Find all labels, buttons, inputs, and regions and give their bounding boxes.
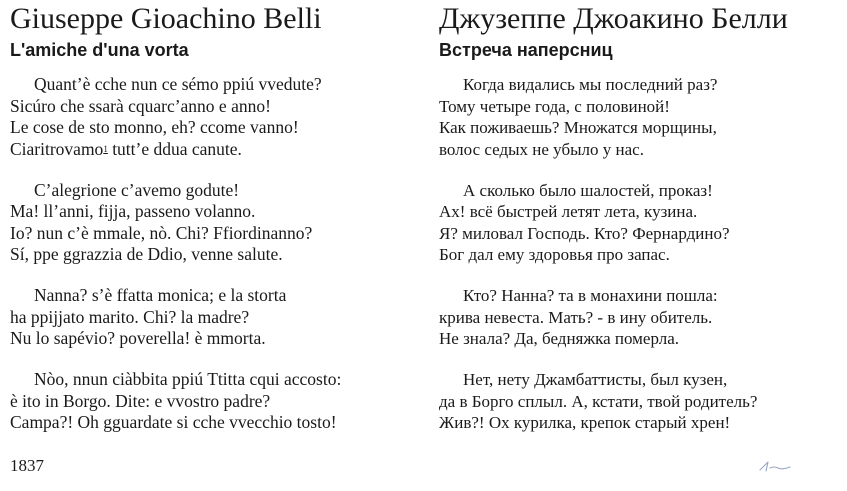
footnote-link[interactable]: 1 [103,143,108,154]
poem-line-head: Ciaritrovamo [10,138,104,159]
italian-title: L'amiche d'una vorta [10,40,189,60]
italian-poem [10,74,425,434]
poem-line: Nanna? s’è ffatta monica; e la storta [34,285,287,305]
poem-line: Ma! ll’anni, fijja, passeno volanno. [10,201,256,221]
poem-line-with-footnote [10,139,425,161]
russian-stanza-4 [439,369,844,434]
poem-line: Когда видались мы последний раз? [463,75,718,94]
russian-stanza-1 [439,74,844,160]
poem-line: ha ppijjato marito. Chi? la madre? [10,306,250,327]
poem-line: Кто? Нанна? та в монахини пошла: [463,286,718,305]
italian-stanza-4 [10,369,425,434]
poem-line: Жив?! Ох курилка, крепок старый хрен! [439,413,731,432]
russian-author: Джузеппе Джоакино Белли [439,2,788,35]
poem-line: è ito in Borgo. Dite: e vvostro padre? [10,390,271,411]
italian-stanza-2 [10,180,425,266]
poem-line: Тому четыре года, с половиной! [439,96,670,116]
poem-line: Бог дал ему здоровья про запас. [439,245,670,264]
italian-stanza-1 [10,74,425,160]
signature-mark-icon [754,456,798,476]
russian-stanza-3 [439,285,844,350]
russian-title: Встреча наперсниц [439,40,613,60]
poem-line: Campa?! Oh gguardate si cche vvecchio tosto! [10,412,337,432]
poem-line: Nòo, nnun ciàbbita ppiú Ttitta cqui accosto: [34,369,342,389]
poem-line: C’alegrione c’avemo godute! [34,179,240,200]
italian-author: Giuseppe Gioachino Belli [10,2,322,35]
poem-line: Нет, нету Джамбаттисты, был кузен, [463,370,728,389]
poem-line: Sí, ppe ggrazzia de Ddio, venne salute. [10,244,283,264]
poem-line: Не знала? Да, бедняжка померла. [439,329,680,348]
poem-line: Le cose de sto monno, eh? ccome vanno! [10,117,299,137]
russian-stanza-2 [439,180,844,266]
poem-line: да в Борго сплыл. А, кстати, твой родитель? [439,391,758,411]
russian-column [439,0,844,453]
poem-line: Quant’è cche nun ce sémo ppiú vvedute? [34,74,322,94]
poem-line: Io? nun c’è mmale, nò. Chi? Ffiordinanno? [10,222,313,243]
poem-line: Как поживаешь? Множатся морщины, [439,118,717,137]
poem-line: Я? миловал Господь. Кто? Фернардино? [439,223,730,243]
poem-line: Nu lo sapévio? poverella! è mmorta. [10,328,266,348]
poem-line: волос седых не убыло у нас. [439,139,644,159]
poem-line: Ах! всё быстрей летят лета, кузина. [439,202,698,221]
poem-line: крива невеста. Мать? - в ину обитель. [439,307,713,327]
italian-stanza-3 [10,285,425,350]
poem-line: Sicúro che ssarà cquarc’anno e anno! [10,95,271,116]
poem-year: 1837 [10,456,44,475]
russian-poem [439,74,844,434]
poem-line-tail: tutt’e ddua canute. [107,138,242,159]
poem-line: А сколько было шалостей, проказ! [463,180,713,200]
italian-column [10,0,425,453]
